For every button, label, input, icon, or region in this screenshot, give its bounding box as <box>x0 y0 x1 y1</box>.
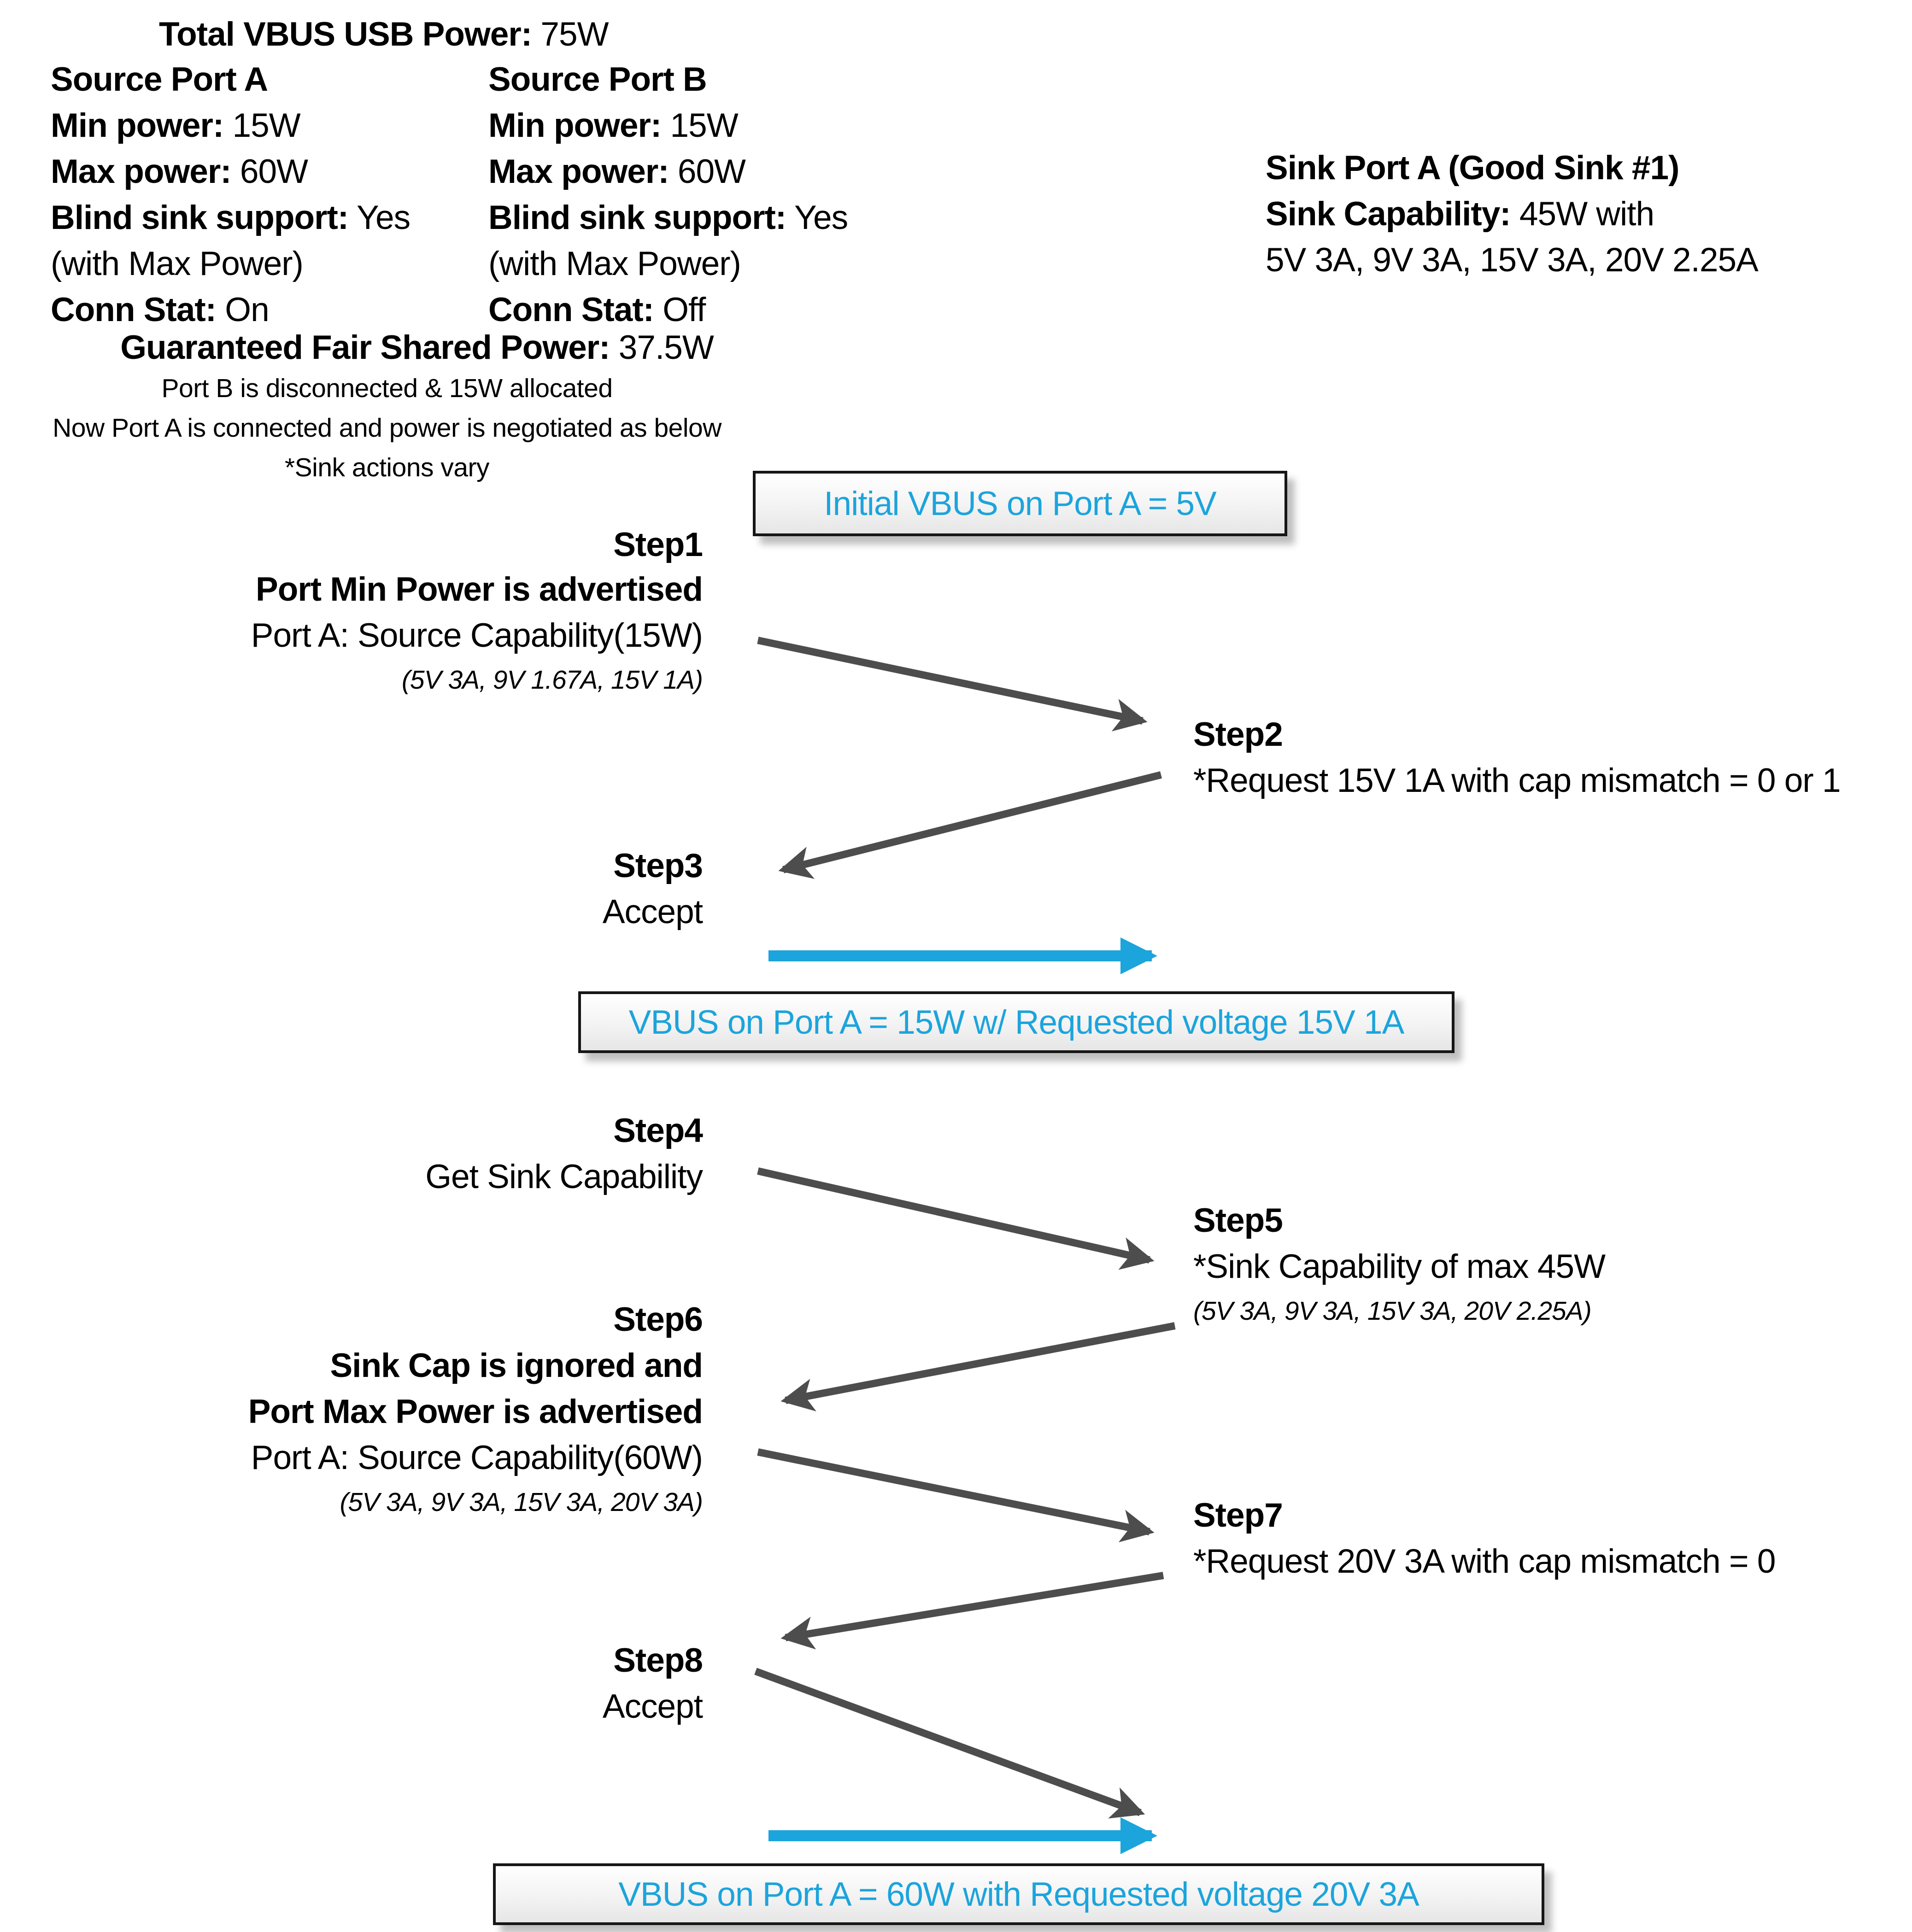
port-a-blind-note: (with Max Power) <box>51 245 303 282</box>
step7-line1: *Request 20V 3A with cap mismatch = 0 <box>1193 1543 1776 1580</box>
step5-title: Step5 <box>1193 1202 1283 1239</box>
sink-port-a-title: Sink Port A (Good Sink #1) <box>1266 149 1679 187</box>
banner-vbus-60w-text: VBUS on Port A = 60W with Requested voltage 20V 3A <box>618 1875 1419 1913</box>
guaranteed-power-label: Guaranteed Fair Shared Power: <box>120 329 610 366</box>
port-a-blind-value: Yes <box>348 199 411 236</box>
step2-title: Step2 <box>1193 716 1283 753</box>
port-b-blind-note: (with Max Power) <box>488 245 741 282</box>
banner-initial-vbus-text: Initial VBUS on Port A = 5V <box>824 485 1216 522</box>
port-b-blind-value: Yes <box>786 199 848 236</box>
total-power-label: Total VBUS USB Power: <box>159 16 532 53</box>
step6-line2: Port Max Power is advertised <box>248 1393 703 1430</box>
step3-title: Step3 <box>613 847 703 884</box>
arrow-step4-to-step5 <box>758 1171 1150 1260</box>
arrow-step8-down <box>756 1671 1140 1813</box>
source-port-a-title: Source Port A <box>51 61 268 98</box>
step8-title: Step8 <box>613 1642 703 1679</box>
port-a-blind-label: Blind sink support: <box>51 199 349 236</box>
port-b-blind-label: Blind sink support: <box>488 199 786 236</box>
arrow-step5-to-step6 <box>786 1326 1175 1400</box>
guaranteed-power-value: 37.5W <box>610 329 714 366</box>
note-port-b-disconnected: Port B is disconnected & 15W allocated <box>161 374 613 403</box>
port-b-max-label: Max power: <box>488 153 669 190</box>
step5-detail: (5V 3A, 9V 3A, 15V 3A, 20V 2.25A) <box>1193 1296 1591 1326</box>
step6-line3: Port A: Source Capability(60W) <box>251 1439 703 1476</box>
step6-title: Step6 <box>613 1301 703 1338</box>
port-a-max-value: 60W <box>231 153 308 190</box>
arrow-step6-to-step7 <box>758 1452 1150 1532</box>
note-sink-actions-vary: *Sink actions vary <box>284 453 490 482</box>
arrow-step7-to-step8 <box>786 1575 1163 1638</box>
arrow-step2-to-step3 <box>783 775 1161 870</box>
step1-line2: Port A: Source Capability(15W) <box>251 617 703 654</box>
source-port-b-title: Source Port B <box>488 61 707 98</box>
port-b-conn-value: Off <box>654 291 706 328</box>
port-b-max-value: 60W <box>669 153 745 190</box>
step8-line1: Accept <box>602 1688 703 1725</box>
sink-cap-value: 45W with <box>1510 195 1654 233</box>
step3-line1: Accept <box>602 893 703 931</box>
step4-line1: Get Sink Capability <box>425 1158 703 1195</box>
step7-title: Step7 <box>1193 1497 1283 1534</box>
step1-title: Step1 <box>613 526 703 563</box>
sink-cap-label: Sink Capability: <box>1266 195 1511 233</box>
sink-cap-detail: 5V 3A, 9V 3A, 15V 3A, 20V 2.25A <box>1266 241 1758 279</box>
port-b-min-value: 15W <box>661 107 738 144</box>
port-a-min-value: 15W <box>223 107 300 144</box>
port-a-conn-value: On <box>216 291 269 328</box>
port-a-conn-label: Conn Stat: <box>51 291 216 328</box>
total-power-value: 75W <box>532 16 609 53</box>
port-b-conn-label: Conn Stat: <box>488 291 654 328</box>
banner-vbus-15w-text: VBUS on Port A = 15W w/ Requested voltage 15V 1A <box>628 1003 1404 1041</box>
step2-line1: *Request 15V 1A with cap mismatch = 0 or 1 <box>1193 762 1841 799</box>
step4-title: Step4 <box>613 1112 703 1149</box>
arrow-step1-to-step2 <box>758 640 1143 721</box>
port-a-min-label: Min power: <box>51 107 224 144</box>
port-b-min-label: Min power: <box>488 107 662 144</box>
step6-line1: Sink Cap is ignored and <box>330 1347 703 1384</box>
note-port-a-connected: Now Port A is connected and power is negotiated as below <box>53 413 721 443</box>
step6-detail: (5V 3A, 9V 3A, 15V 3A, 20V 3A) <box>340 1487 703 1517</box>
port-a-max-label: Max power: <box>51 153 231 190</box>
step1-detail: (5V 3A, 9V 1.67A, 15V 1A) <box>401 665 703 695</box>
step1-line1: Port Min Power is advertised <box>256 571 703 608</box>
step5-line1: *Sink Capability of max 45W <box>1193 1248 1605 1285</box>
